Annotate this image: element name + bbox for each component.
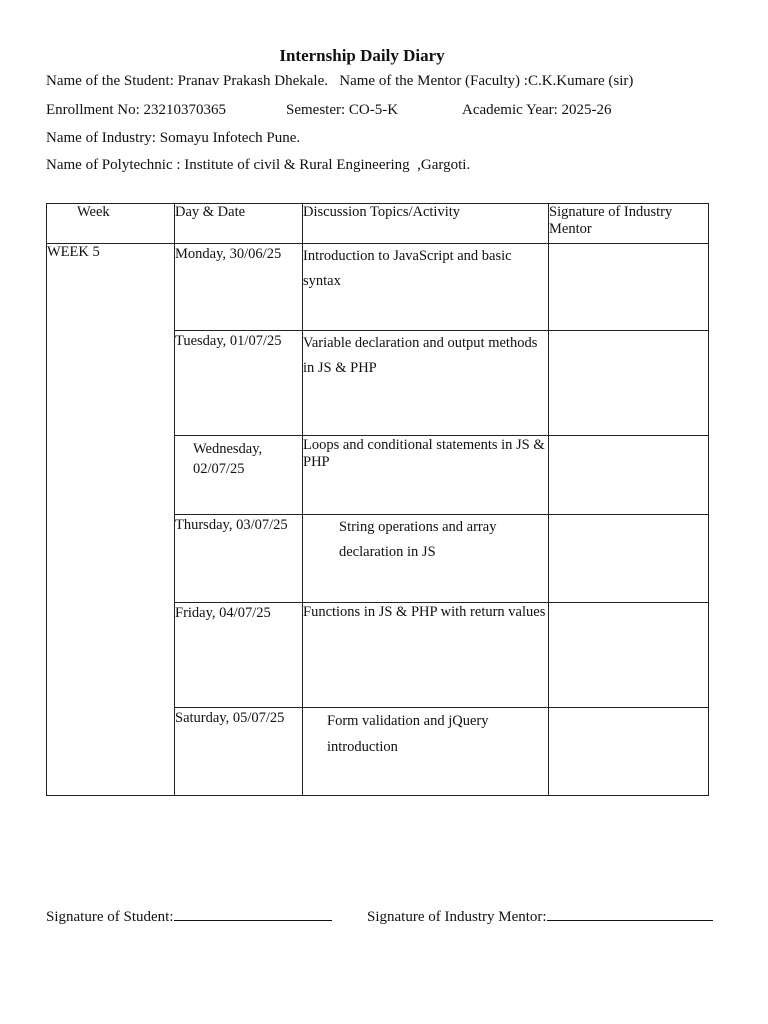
row-day: Wednesday, 02/07/25 — [175, 436, 303, 515]
polytechnic-name: Name of Polytechnic : Institute of civil & Rural Engineering ,Gargoti. — [46, 157, 471, 173]
row-day: Tuesday, 01/07/25 — [175, 331, 303, 436]
header-week: Week — [47, 204, 175, 244]
header-topics: Discussion Topics/Activity — [303, 204, 549, 244]
row-topic: Functions in JS & PHP with return values — [303, 603, 549, 708]
table-header-row — [47, 204, 709, 244]
row-day: Monday, 30/06/25 — [175, 244, 303, 331]
row-topic: Introduction to JavaScript and basic syntax — [303, 244, 549, 331]
page-title: Internship Daily Diary — [279, 46, 445, 65]
diary-table — [46, 203, 709, 796]
row-day: Friday, 04/07/25 — [175, 603, 303, 708]
student-signature-line — [174, 905, 332, 921]
row-day: Saturday, 05/07/25 — [175, 708, 303, 796]
table-row — [47, 244, 709, 331]
student-mentor-line — [46, 73, 633, 90]
row-signature-cell — [549, 331, 709, 436]
industry-name: Name of Industry: Somayu Infotech Pune. — [46, 130, 301, 146]
header-mentor-signature: Signature of Industry Mentor — [549, 204, 709, 244]
row-topic: Variable declaration and output methods in JS & PHP — [303, 331, 549, 436]
row-topic: Form validation and jQuery introduction — [303, 708, 549, 796]
row-topic: Loops and conditional statements in JS & PHP — [303, 436, 549, 515]
mentor-signature-label: Signature of Industry Mentor: — [367, 909, 547, 925]
row-signature-cell — [549, 603, 709, 708]
week-label: WEEK 5 — [47, 244, 175, 796]
row-signature-cell — [549, 436, 709, 515]
header-day-date: Day & Date — [175, 204, 303, 244]
mentor-name: Name of the Mentor (Faculty) :C.K.Kumare (sir) — [339, 73, 634, 89]
enrollment-number: Enrollment No: 23210370365 — [46, 102, 226, 118]
mentor-signature-field — [367, 905, 713, 926]
row-topic: String operations and array declaration in JS — [303, 515, 549, 603]
mentor-signature-line — [547, 905, 713, 921]
row-signature-cell — [549, 515, 709, 603]
academic-year: Academic Year: 2025-26 — [462, 102, 612, 118]
student-signature-field — [46, 905, 332, 926]
student-name: Name of the Student: Pranav Prakash Dhekale. — [46, 73, 329, 89]
row-day: Thursday, 03/07/25 — [175, 515, 303, 603]
row-signature-cell — [549, 244, 709, 331]
semester: Semester: CO-5-K — [286, 102, 399, 118]
student-signature-label: Signature of Student: — [46, 909, 174, 925]
row-signature-cell — [549, 708, 709, 796]
